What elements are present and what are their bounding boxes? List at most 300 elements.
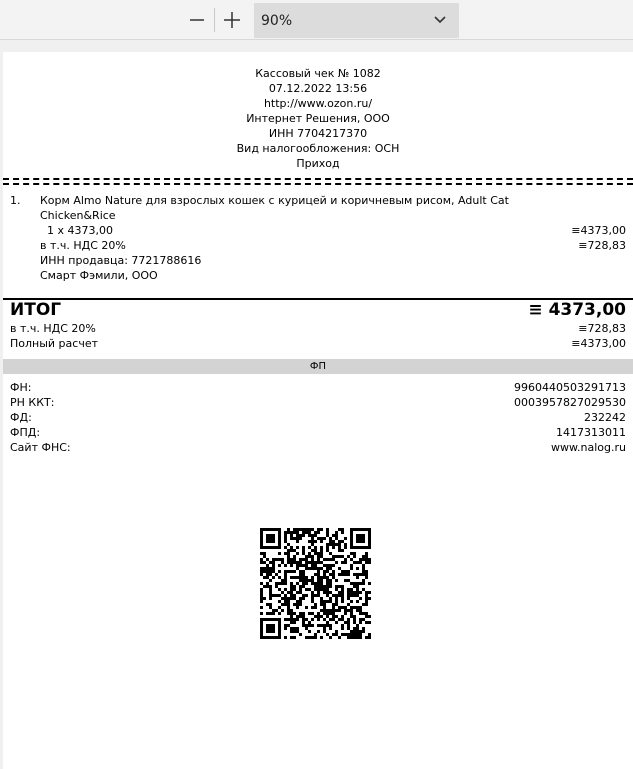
qr-module: [284, 603, 287, 606]
qr-module: [335, 579, 338, 582]
qr-module: [260, 543, 263, 546]
qr-module: [269, 606, 272, 609]
qr-module: [362, 627, 365, 630]
qr-module: [299, 615, 302, 618]
qr-module: [284, 579, 287, 582]
qr-module: [305, 528, 308, 531]
qr-module: [263, 567, 266, 570]
fp-row-value: www.nalog.ru: [551, 441, 626, 454]
qr-module: [302, 615, 305, 618]
qr-module: [368, 558, 371, 561]
qr-module: [278, 558, 281, 561]
qr-module: [320, 576, 323, 579]
qr-module: [284, 594, 287, 597]
qr-module: [302, 546, 305, 549]
qr-module: [260, 552, 263, 555]
qr-module: [305, 594, 308, 597]
qr-module: [272, 567, 275, 570]
qr-module: [317, 588, 320, 591]
qr-module: [305, 618, 308, 621]
qr-module: [344, 621, 347, 624]
qr-module: [320, 636, 323, 639]
item-name-line2: Chicken&Rice: [40, 209, 116, 222]
qr-module: [335, 555, 338, 558]
divider-dashed: [3, 183, 633, 185]
qr-module: [308, 555, 311, 558]
qr-module: [314, 615, 317, 618]
qr-module: [299, 585, 302, 588]
qr-module: [281, 603, 284, 606]
qr-module: [275, 528, 278, 531]
qr-module: [350, 588, 353, 591]
qr-module: [302, 576, 305, 579]
receipt-datetime: 07.12.2022 13:56: [268, 82, 368, 95]
qr-module: [341, 555, 344, 558]
qr-module: [299, 603, 302, 606]
qr-module: [272, 612, 275, 615]
item-vat-value: ≡728,83: [578, 239, 626, 252]
qr-module: [293, 537, 296, 540]
qr-module: [365, 615, 368, 618]
qr-module: [344, 573, 347, 576]
qr-module: [266, 540, 269, 543]
qr-module: [329, 636, 332, 639]
qr-module: [347, 588, 350, 591]
qr-module: [329, 558, 332, 561]
qr-module: [269, 567, 272, 570]
qr-module: [308, 552, 311, 555]
qr-module: [326, 558, 329, 561]
qr-module: [308, 588, 311, 591]
qr-module: [281, 591, 284, 594]
qr-module: [329, 552, 332, 555]
qr-module: [290, 636, 293, 639]
qr-module: [323, 603, 326, 606]
qr-module: [329, 591, 332, 594]
qr-module: [320, 603, 323, 606]
qr-module: [266, 630, 269, 633]
fp-row-label: ФН:: [10, 381, 32, 394]
qr-module: [323, 564, 326, 567]
qr-module: [260, 624, 263, 627]
qr-module: [260, 573, 263, 576]
qr-module: [335, 633, 338, 636]
qr-module: [314, 633, 317, 636]
qr-module: [359, 537, 362, 540]
qr-module: [290, 597, 293, 600]
qr-module: [269, 588, 272, 591]
qr-module: [302, 585, 305, 588]
qr-module: [269, 618, 272, 621]
qr-module: [359, 636, 362, 639]
qr-module: [302, 564, 305, 567]
qr-module: [275, 609, 278, 612]
qr-module: [314, 540, 317, 543]
qr-module: [359, 558, 362, 561]
qr-module: [293, 588, 296, 591]
qr-module: [314, 531, 317, 534]
qr-module: [278, 552, 281, 555]
qr-module: [320, 579, 323, 582]
qr-module: [326, 543, 329, 546]
qr-module: [326, 594, 329, 597]
qr-module: [326, 567, 329, 570]
qr-module: [356, 534, 359, 537]
qr-module: [347, 579, 350, 582]
qr-module: [305, 555, 308, 558]
item-seller-inn: ИНН продавца: 7721788616: [40, 254, 202, 267]
qr-module: [269, 546, 272, 549]
qr-module: [317, 582, 320, 585]
qr-module: [365, 573, 368, 576]
qr-module: [287, 606, 290, 609]
item-sum: ≡4373,00: [571, 224, 626, 237]
qr-module: [296, 537, 299, 540]
qr-module: [293, 621, 296, 624]
qr-module: [317, 537, 320, 540]
qr-module: [353, 621, 356, 624]
qr-module: [278, 537, 281, 540]
qr-module: [299, 591, 302, 594]
qr-module: [263, 618, 266, 621]
qr-module: [347, 603, 350, 606]
qr-module: [260, 627, 263, 630]
qr-module: [278, 543, 281, 546]
qr-module: [332, 615, 335, 618]
qr-module: [329, 540, 332, 543]
qr-module: [278, 528, 281, 531]
qr-module: [305, 606, 308, 609]
qr-module: [326, 609, 329, 612]
qr-module: [320, 615, 323, 618]
qr-module: [296, 540, 299, 543]
qr-module: [320, 600, 323, 603]
qr-module: [329, 579, 332, 582]
qr-module: [350, 606, 353, 609]
qr-module: [347, 618, 350, 621]
qr-module: [311, 534, 314, 537]
plus-icon: [223, 11, 241, 29]
payment-value: ≡4373,00: [571, 337, 626, 350]
fp-row-value: 232242: [584, 411, 626, 424]
qr-module: [353, 528, 356, 531]
qr-module: [320, 567, 323, 570]
qr-module: [299, 600, 302, 603]
qr-module: [362, 573, 365, 576]
qr-module: [356, 633, 359, 636]
qr-module: [284, 534, 287, 537]
qr-module: [272, 576, 275, 579]
qr-module: [341, 597, 344, 600]
qr-module: [290, 594, 293, 597]
qr-module: [359, 582, 362, 585]
qr-module: [332, 609, 335, 612]
qr-module: [272, 570, 275, 573]
qr-module: [311, 549, 314, 552]
qr-module: [308, 540, 311, 543]
qr-module: [299, 612, 302, 615]
qr-module: [317, 576, 320, 579]
qr-module: [344, 570, 347, 573]
qr-module: [344, 606, 347, 609]
qr-module: [317, 570, 320, 573]
qr-module: [311, 537, 314, 540]
qr-module: [341, 600, 344, 603]
qr-module: [344, 633, 347, 636]
receipt-page: [3, 52, 633, 769]
qr-module: [341, 633, 344, 636]
qr-module: [281, 609, 284, 612]
qr-module: [302, 597, 305, 600]
qr-module: [356, 627, 359, 630]
qr-module: [266, 627, 269, 630]
qr-module: [323, 537, 326, 540]
qr-module: [305, 627, 308, 630]
qr-module: [296, 552, 299, 555]
qr-module: [356, 591, 359, 594]
qr-module: [269, 627, 272, 630]
qr-module: [302, 594, 305, 597]
qr-module: [293, 549, 296, 552]
qr-module: [317, 552, 320, 555]
qr-module: [290, 621, 293, 624]
qr-module: [311, 618, 314, 621]
qr-module: [332, 540, 335, 543]
qr-module: [272, 618, 275, 621]
qr-module: [320, 552, 323, 555]
qr-module: [350, 546, 353, 549]
item-qty-price: 1 x 4373,00: [47, 224, 113, 237]
receipt-tax-system: Вид налогообложения: ОСН: [236, 142, 400, 155]
qr-module: [314, 561, 317, 564]
qr-module: [365, 561, 368, 564]
qr-module: [269, 534, 272, 537]
qr-module: [275, 636, 278, 639]
qr-module: [365, 555, 368, 558]
qr-module: [311, 606, 314, 609]
qr-module: [290, 537, 293, 540]
qr-module: [290, 576, 293, 579]
fp-row-label: ФД:: [10, 411, 32, 424]
qr-module: [356, 540, 359, 543]
qr-module: [326, 546, 329, 549]
qr-module: [323, 585, 326, 588]
qr-module: [290, 570, 293, 573]
qr-module: [356, 585, 359, 588]
qr-module: [347, 570, 350, 573]
qr-module: [323, 588, 326, 591]
qr-module: [353, 582, 356, 585]
qr-module: [347, 633, 350, 636]
qr-module: [368, 528, 371, 531]
qr-module: [263, 576, 266, 579]
qr-module: [353, 633, 356, 636]
qr-module: [353, 561, 356, 564]
qr-module: [344, 546, 347, 549]
qr-module: [347, 609, 350, 612]
qr-module: [260, 567, 263, 570]
qr-module: [290, 549, 293, 552]
qr-module: [365, 603, 368, 606]
qr-module: [326, 585, 329, 588]
zoom-in-button[interactable]: [217, 5, 247, 35]
qr-module: [338, 528, 341, 531]
qr-module: [269, 603, 272, 606]
qr-module: [344, 543, 347, 546]
qr-module: [269, 597, 272, 600]
qr-module: [305, 588, 308, 591]
qr-module: [326, 570, 329, 573]
qr-module: [272, 624, 275, 627]
qr-module: [278, 618, 281, 621]
qr-module: [326, 615, 329, 618]
qr-module: [362, 537, 365, 540]
qr-module: [278, 612, 281, 615]
qr-module: [275, 618, 278, 621]
qr-module: [266, 603, 269, 606]
qr-module: [350, 591, 353, 594]
qr-module: [272, 540, 275, 543]
qr-module: [356, 609, 359, 612]
qr-module: [338, 567, 341, 570]
qr-module: [305, 567, 308, 570]
qr-module: [341, 531, 344, 534]
qr-module: [362, 558, 365, 561]
qr-module: [302, 549, 305, 552]
qr-module: [314, 582, 317, 585]
qr-module: [362, 528, 365, 531]
qr-module: [329, 537, 332, 540]
qr-module: [329, 609, 332, 612]
qr-module: [341, 573, 344, 576]
qr-module: [347, 591, 350, 594]
qr-module: [359, 591, 362, 594]
qr-module: [287, 603, 290, 606]
qr-module: [335, 609, 338, 612]
qr-module: [290, 591, 293, 594]
item-seller-name: Смарт Фэмили, ООО: [40, 269, 158, 282]
qr-module: [260, 540, 263, 543]
qr-module: [305, 531, 308, 534]
qr-module: [317, 618, 320, 621]
qr-module: [260, 633, 263, 636]
qr-module: [350, 600, 353, 603]
qr-module: [347, 636, 350, 639]
qr-module: [368, 546, 371, 549]
qr-module: [317, 558, 320, 561]
qr-module: [287, 531, 290, 534]
qr-module: [350, 534, 353, 537]
qr-module: [287, 597, 290, 600]
zoom-value: 90%: [261, 12, 293, 29]
qr-module: [350, 633, 353, 636]
qr-module: [260, 636, 263, 639]
qr-module: [284, 588, 287, 591]
qr-module: [284, 576, 287, 579]
qr-module: [311, 558, 314, 561]
qr-module: [311, 594, 314, 597]
qr-module: [278, 588, 281, 591]
qr-module: [335, 543, 338, 546]
qr-module: [269, 591, 272, 594]
qr-module: [311, 564, 314, 567]
qr-module: [299, 528, 302, 531]
qr-module: [350, 558, 353, 561]
qr-module: [287, 609, 290, 612]
qr-module: [284, 636, 287, 639]
qr-module: [353, 627, 356, 630]
qr-module: [353, 618, 356, 621]
qr-module: [260, 546, 263, 549]
qr-module: [323, 606, 326, 609]
qr-module: [302, 618, 305, 621]
qr-module: [350, 636, 353, 639]
qr-module: [266, 528, 269, 531]
qr-module: [326, 549, 329, 552]
zoom-out-button[interactable]: [182, 5, 212, 35]
qr-module: [332, 573, 335, 576]
qr-module: [317, 612, 320, 615]
qr-module: [353, 615, 356, 618]
qr-module: [326, 624, 329, 627]
qr-module: [305, 582, 308, 585]
qr-module: [260, 528, 263, 531]
qr-module: [362, 534, 365, 537]
qr-module: [341, 606, 344, 609]
qr-module: [296, 564, 299, 567]
qr-module: [353, 585, 356, 588]
qr-module: [308, 612, 311, 615]
qr-module: [305, 624, 308, 627]
qr-module: [290, 627, 293, 630]
qr-module: [269, 630, 272, 633]
qr-module: [362, 588, 365, 591]
qr-module: [329, 624, 332, 627]
qr-module: [317, 594, 320, 597]
qr-module: [311, 576, 314, 579]
qr-module: [266, 567, 269, 570]
qr-module: [296, 600, 299, 603]
qr-module: [293, 531, 296, 534]
qr-module: [311, 624, 314, 627]
qr-module: [338, 546, 341, 549]
qr-module: [368, 582, 371, 585]
zoom-select[interactable]: [254, 3, 459, 38]
qr-module: [350, 612, 353, 615]
qr-module: [362, 579, 365, 582]
qr-module: [332, 594, 335, 597]
qr-module: [314, 534, 317, 537]
qr-module: [260, 600, 263, 603]
qr-module: [314, 564, 317, 567]
qr-module: [326, 591, 329, 594]
qr-module: [287, 600, 290, 603]
qr-module: [278, 594, 281, 597]
qr-module: [344, 609, 347, 612]
qr-module: [338, 540, 341, 543]
qr-module: [293, 585, 296, 588]
qr-module: [308, 624, 311, 627]
qr-module: [269, 537, 272, 540]
qr-module: [287, 570, 290, 573]
itog-label: ИТОГ: [10, 300, 62, 320]
qr-module: [296, 618, 299, 621]
qr-module: [269, 612, 272, 615]
qr-module: [356, 630, 359, 633]
qr-module: [338, 573, 341, 576]
qr-module: [350, 615, 353, 618]
qr-module: [308, 561, 311, 564]
